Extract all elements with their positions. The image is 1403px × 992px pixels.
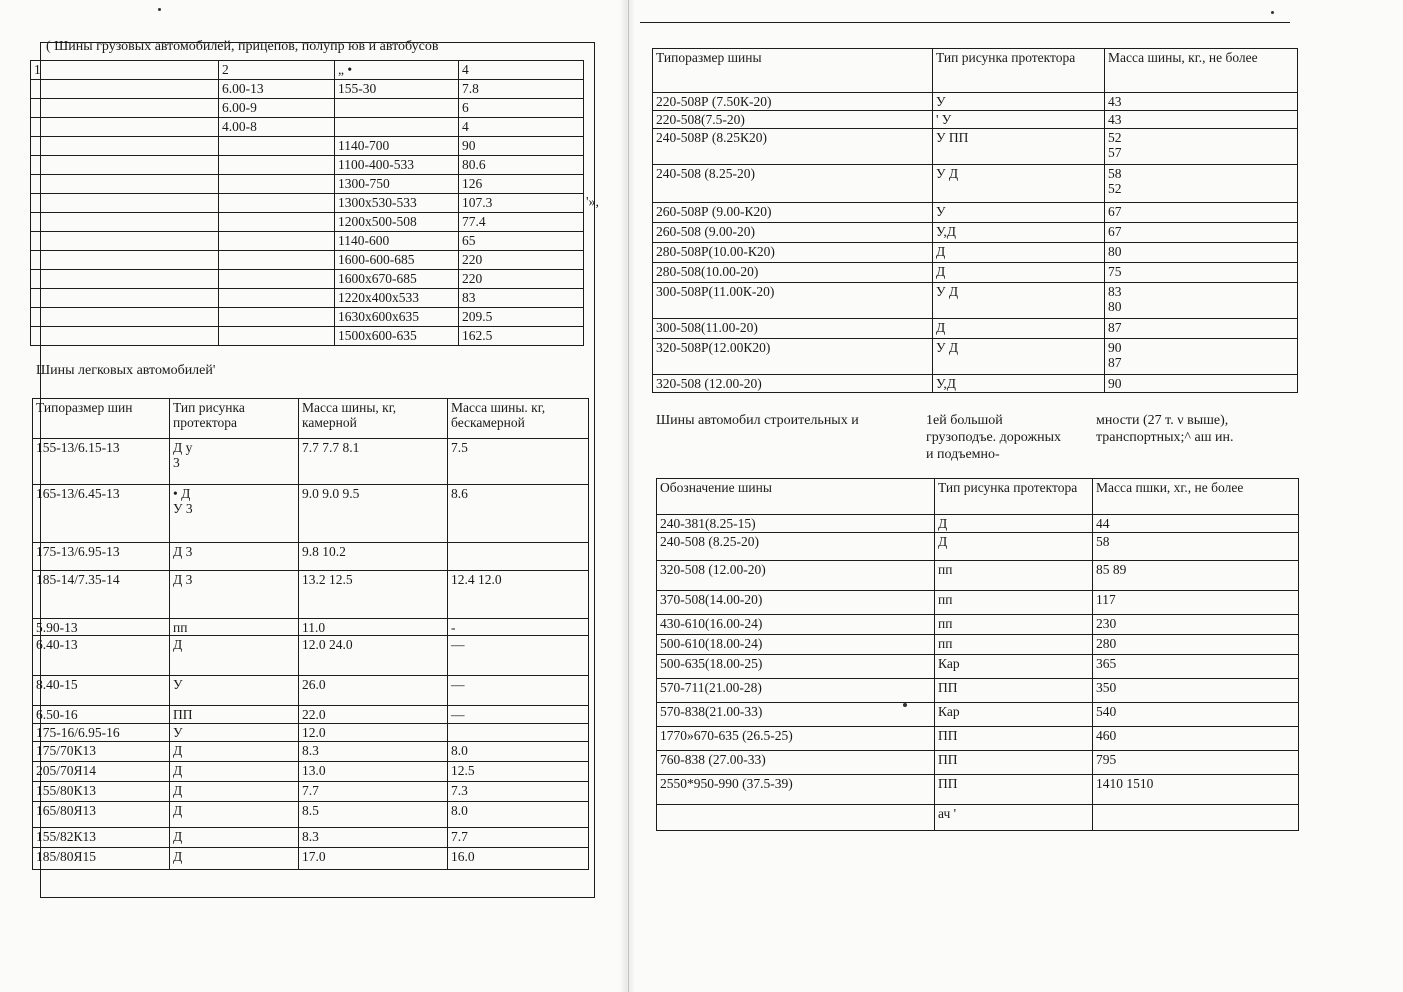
table-cell: 1200x500-508 (335, 213, 459, 232)
table-cell: У ПП (933, 129, 1105, 165)
table-cell: 12.0 (299, 724, 448, 742)
table-cell: 350 (1093, 679, 1299, 703)
table-cell: 280-508(10.00-20) (653, 263, 933, 283)
table-row (653, 263, 1298, 283)
table-cell: 5.90-13 (33, 619, 170, 636)
table-cell (219, 175, 335, 194)
table-cell: 155/80К13 (33, 782, 170, 802)
table-cell: 430-610(16.00-24) (657, 615, 935, 635)
table-cell: 760-838 (27.00-33) (657, 751, 935, 775)
table-cell: 12.5 (448, 762, 589, 782)
table-cell: 795 (1093, 751, 1299, 775)
table-cell: 67 (1105, 203, 1298, 223)
table-cell: пп (935, 591, 1093, 615)
table-cell: Д (170, 636, 299, 676)
table-cell (448, 543, 589, 571)
page-fold (620, 0, 634, 992)
table-row (657, 635, 1299, 655)
cars-table (32, 398, 589, 870)
table-cell: 107.3 (459, 194, 584, 213)
table-cell (31, 270, 219, 289)
table-cell (219, 213, 335, 232)
table-cell: — (448, 706, 589, 724)
table-cell: 370-508(14.00-20) (657, 591, 935, 615)
table-header-row (657, 479, 1299, 515)
table-cell: 185-14/7.35-14 (33, 571, 170, 619)
table-cell: Д (170, 828, 299, 848)
table-cell: 320-508 (12.00-20) (657, 561, 935, 591)
table-row (653, 375, 1298, 393)
table-row (33, 619, 589, 636)
table-cell: 90 87 (1105, 339, 1298, 375)
table-cell: 280-508Р(10.00-К20) (653, 243, 933, 263)
table-row (653, 129, 1298, 165)
table-cell (219, 308, 335, 327)
table-cell (1093, 805, 1299, 831)
table-cell: 8.0 (448, 742, 589, 762)
table-cell: 2550*950-990 (37.5-39) (657, 775, 935, 805)
table-row (33, 782, 589, 802)
table-cell: 6.50-16 (33, 706, 170, 724)
table-cell: 320-508 (12.00-20) (653, 375, 933, 393)
table-row (31, 327, 584, 346)
table-cell: 540 (1093, 703, 1299, 727)
table-row (33, 485, 589, 543)
table-row (653, 203, 1298, 223)
table-cell: пп (935, 561, 1093, 591)
table-row (33, 724, 589, 742)
table-cell: 6.00-9 (219, 99, 335, 118)
table-cell: пп (935, 615, 1093, 635)
table-cell: 58 52 (1105, 165, 1298, 203)
table-row (33, 848, 589, 870)
table-cell: 1770»670-635 (26.5-25) (657, 727, 935, 751)
table-cell: 1300-750 (335, 175, 459, 194)
table-row (31, 251, 584, 270)
table-cell: У (933, 93, 1105, 111)
table-row (33, 802, 589, 828)
table-row (657, 703, 1299, 727)
table-cell: У Д (933, 283, 1105, 319)
table-row (657, 679, 1299, 703)
table-cell: 220 (459, 251, 584, 270)
table-cell: 155-30 (335, 80, 459, 99)
table-row (657, 615, 1299, 635)
table-cell: Д (170, 802, 299, 828)
table-row (657, 727, 1299, 751)
table-cell: 240-508Р (8.25К20) (653, 129, 933, 165)
table-cell (335, 99, 459, 118)
table-cell: 570-838(21.00-33) (657, 703, 935, 727)
table-cell: 320-508Р(12.00К20) (653, 339, 933, 375)
table-row (657, 655, 1299, 679)
table-row (653, 223, 1298, 243)
table-cell: 155/82К13 (33, 828, 170, 848)
table-cell: 165-13/6.45-13 (33, 485, 170, 543)
table-cell (657, 805, 935, 831)
table-cell: 7.7 (448, 828, 589, 848)
table-row (653, 111, 1298, 129)
table-cell: 80.6 (459, 156, 584, 175)
header-cell: „ • (335, 61, 459, 80)
table-cell: 209.5 (459, 308, 584, 327)
table-cell: 175-13/6.95-13 (33, 543, 170, 571)
table-cell: 16.0 (448, 848, 589, 870)
header-cell: Масса шины. кг, бескамерной (448, 399, 589, 439)
table-cell: Д (933, 319, 1105, 339)
table-cell (31, 232, 219, 251)
table-cell: 43 (1105, 111, 1298, 129)
table-cell: 90 (459, 137, 584, 156)
header-cell: Типоразмер шин (33, 399, 170, 439)
table-cell: Кар (935, 703, 1093, 727)
table-cell: 230 (1093, 615, 1299, 635)
table-cell: 1100-400-533 (335, 156, 459, 175)
table-cell: 17.0 (299, 848, 448, 870)
table-cell: 300-508(11.00-20) (653, 319, 933, 339)
table-cell: У Д (933, 165, 1105, 203)
table-cell: 90 (1105, 375, 1298, 393)
table-cell: 1630x600x635 (335, 308, 459, 327)
table-row (31, 99, 584, 118)
table-cell: Кар (935, 655, 1093, 679)
header-cell: Тип рисунка протектора (933, 49, 1105, 93)
table-cell: 85 89 (1093, 561, 1299, 591)
table-cell: ПП (935, 679, 1093, 703)
table-cell: 11.0 (299, 619, 448, 636)
table-row (31, 213, 584, 232)
table-cell: 44 (1093, 515, 1299, 533)
table-cell: • Д У 3 (170, 485, 299, 543)
table-cell (31, 327, 219, 346)
table-cell: 6.40-13 (33, 636, 170, 676)
table-cell: 43 (1105, 93, 1298, 111)
table-cell: ПП (935, 775, 1093, 805)
table-cell: 300-508Р(11.00К-20) (653, 283, 933, 319)
table-cell: 4.00-8 (219, 118, 335, 137)
table-cell: Д (935, 515, 1093, 533)
table-cell: 220-508(7.5-20) (653, 111, 933, 129)
table-cell: 365 (1093, 655, 1299, 679)
construction-title-part-1: Шины автомобил строительных и (656, 413, 859, 428)
table-cell: 80 (1105, 243, 1298, 263)
table-cell (219, 156, 335, 175)
table-row (31, 308, 584, 327)
table-cell (31, 99, 219, 118)
table-cell: Д 3 (170, 571, 299, 619)
table-cell: 1600-600-685 (335, 251, 459, 270)
table-row (31, 194, 584, 213)
table-cell: — (448, 676, 589, 706)
table-row (33, 742, 589, 762)
header-cell: 2 (219, 61, 335, 80)
table-row (31, 137, 584, 156)
table-cell: 220-508Р (7.50К-20) (653, 93, 933, 111)
table-row (33, 439, 589, 485)
table-cell: 205/70Я14 (33, 762, 170, 782)
table-cell: 83 (459, 289, 584, 308)
table-cell: 1500x600-635 (335, 327, 459, 346)
table-cell: 58 (1093, 533, 1299, 561)
table-row (657, 751, 1299, 775)
table-cell: 126 (459, 175, 584, 194)
table-row (657, 515, 1299, 533)
table-cell: 6 (459, 99, 584, 118)
table-cell (219, 289, 335, 308)
table-cell: 1220x400x533 (335, 289, 459, 308)
table-cell: ПП (935, 751, 1093, 775)
table-row (657, 805, 1299, 831)
table-cell: Д 3 (170, 543, 299, 571)
table-cell: 7.8 (459, 80, 584, 99)
page-fold-line (628, 0, 629, 992)
table-cell: У Д (933, 339, 1105, 375)
table-cell: 26.0 (299, 676, 448, 706)
table-cell: 9.0 9.0 9.5 (299, 485, 448, 543)
table-cell (219, 327, 335, 346)
table-cell: 570-711(21.00-28) (657, 679, 935, 703)
truck-tires-table (652, 48, 1298, 393)
table-cell: 13.2 12.5 (299, 571, 448, 619)
table-cell: 8.5 (299, 802, 448, 828)
table-cell (219, 251, 335, 270)
table-row (657, 775, 1299, 805)
table-cell: 260-508 (9.00-20) (653, 223, 933, 243)
table-row (657, 533, 1299, 561)
table-header-row (653, 49, 1298, 93)
table-row (31, 232, 584, 251)
table-row (33, 828, 589, 848)
table-cell: Д (933, 243, 1105, 263)
table-cell: 175/70К13 (33, 742, 170, 762)
table-cell: Д (935, 533, 1093, 561)
table-cell: 185/80Я15 (33, 848, 170, 870)
scan-speck (1271, 11, 1274, 14)
table-row (653, 339, 1298, 375)
table-cell: Д (170, 848, 299, 870)
table-cell: 240-381(8.25-15) (657, 515, 935, 533)
table-cell: — (448, 636, 589, 676)
right-page-top-rule (640, 22, 1290, 23)
table-cell (219, 232, 335, 251)
table-row (653, 243, 1298, 263)
table-cell: 1600x670-685 (335, 270, 459, 289)
table-cell: У,Д (933, 223, 1105, 243)
table-row (653, 319, 1298, 339)
table-cell: 87 (1105, 319, 1298, 339)
table-cell: 9.8 10.2 (299, 543, 448, 571)
table-row (653, 165, 1298, 203)
table-cell: У,Д (933, 375, 1105, 393)
table-cell: 165/80Я13 (33, 802, 170, 828)
header-cell: Масса шины, кг, камерной (299, 399, 448, 439)
table-cell: 117 (1093, 591, 1299, 615)
trucks-table (30, 60, 584, 346)
table-cell: 500-635(18.00-25) (657, 655, 935, 679)
table-cell: 7.7 (299, 782, 448, 802)
table-header-row (31, 61, 584, 80)
table-cell: ПП (170, 706, 299, 724)
table-cell: Д (170, 782, 299, 802)
table-cell (219, 270, 335, 289)
header-cell: Масса шины, кг., не более (1105, 49, 1298, 93)
table-cell: 7.7 7.7 8.1 (299, 439, 448, 485)
table-row (33, 543, 589, 571)
table-cell: Д (933, 263, 1105, 283)
table-cell: 65 (459, 232, 584, 251)
table-cell: 240-508 (8.25-20) (657, 533, 935, 561)
table-cell: 75 (1105, 263, 1298, 283)
table-row (31, 289, 584, 308)
construction-tires-table (656, 478, 1299, 831)
table-cell: 1300x530-533 (335, 194, 459, 213)
trucks-table-title: ( Шины грузовых автомобилей, прицепов, полупр юв и автобусов (46, 39, 439, 54)
table-cell: 260-508Р (9.00-К20) (653, 203, 933, 223)
table-cell: 13.0 (299, 762, 448, 782)
table-cell: 460 (1093, 727, 1299, 751)
header-cell: 4 (459, 61, 584, 80)
table-cell (31, 194, 219, 213)
table-cell (31, 156, 219, 175)
table-cell: У (170, 676, 299, 706)
table-cell: 12.4 12.0 (448, 571, 589, 619)
table-cell (31, 251, 219, 270)
table-cell: 155-13/6.15-13 (33, 439, 170, 485)
table-cell: 175-16/6.95-16 (33, 724, 170, 742)
table-row (33, 762, 589, 782)
table-cell: 22.0 (299, 706, 448, 724)
table-row (31, 175, 584, 194)
table-row (33, 706, 589, 724)
table-cell: ач ' (935, 805, 1093, 831)
table-row (657, 591, 1299, 615)
table-cell: 83 80 (1105, 283, 1298, 319)
table-cell (31, 118, 219, 137)
table-cell (31, 213, 219, 232)
construction-title-part-2: 1ей большой грузоподъе. дорожных и подъемно- (926, 413, 1062, 462)
construction-tires-title (656, 412, 1296, 474)
table-cell: пп (935, 635, 1093, 655)
table-cell: 240-508 (8.25-20) (653, 165, 933, 203)
header-cell: Обозначение шины (657, 479, 935, 515)
table-cell: 12.0 24.0 (299, 636, 448, 676)
header-cell: Масса пшки, хг., не более (1093, 479, 1299, 515)
table-cell: 280 (1093, 635, 1299, 655)
header-cell: Тип рисунка протектора (170, 399, 299, 439)
table-cell (31, 137, 219, 156)
table-cell: 7.5 (448, 439, 589, 485)
table-row (31, 156, 584, 175)
table-cell: ПП (935, 727, 1093, 751)
table-cell: Д (170, 742, 299, 762)
table-cell (219, 194, 335, 213)
table-cell: Д (170, 762, 299, 782)
cars-table-title: Шины легковых автомобилей' (36, 363, 216, 378)
table-cell (31, 289, 219, 308)
table-cell (448, 724, 589, 742)
table-cell: 162.5 (459, 327, 584, 346)
table-cell: У (933, 203, 1105, 223)
table-cell (31, 175, 219, 194)
header-cell: Тип рисунка протектора (935, 479, 1093, 515)
table-cell: 7.3 (448, 782, 589, 802)
side-mark: '», (586, 195, 600, 210)
table-cell (31, 308, 219, 327)
table-cell: У (170, 724, 299, 742)
table-cell: 8.0 (448, 802, 589, 828)
table-row (31, 270, 584, 289)
table-cell: 4 (459, 118, 584, 137)
table-cell (219, 137, 335, 156)
table-row (33, 636, 589, 676)
table-row (31, 80, 584, 99)
scan-speck (158, 8, 161, 11)
header-cell: 1 (31, 61, 219, 80)
construction-title-part-3: мности (27 т. ν выше), транспортных;^ аш ин. (1096, 413, 1234, 445)
table-row (31, 118, 584, 137)
table-header-row (33, 399, 589, 439)
table-cell: 8.6 (448, 485, 589, 543)
table-cell: 1140-700 (335, 137, 459, 156)
table-row (657, 561, 1299, 591)
table-cell: 8.3 (299, 828, 448, 848)
table-cell: 8.3 (299, 742, 448, 762)
table-row (653, 283, 1298, 319)
table-cell: Д у 3 (170, 439, 299, 485)
table-cell: 1140-600 (335, 232, 459, 251)
table-cell: 220 (459, 270, 584, 289)
table-cell: 500-610(18.00-24) (657, 635, 935, 655)
table-row (33, 571, 589, 619)
table-cell (335, 118, 459, 137)
table-cell: ' У (933, 111, 1105, 129)
table-cell: 52 57 (1105, 129, 1298, 165)
table-cell: 77.4 (459, 213, 584, 232)
table-cell: пп (170, 619, 299, 636)
table-cell: - (448, 619, 589, 636)
header-cell: Типоразмер шины (653, 49, 933, 93)
table-cell: 67 (1105, 223, 1298, 243)
table-cell: 1410 1510 (1093, 775, 1299, 805)
table-cell: 6.00-13 (219, 80, 335, 99)
table-row (653, 93, 1298, 111)
table-cell (31, 80, 219, 99)
table-cell: 8.40-15 (33, 676, 170, 706)
table-row (33, 676, 589, 706)
